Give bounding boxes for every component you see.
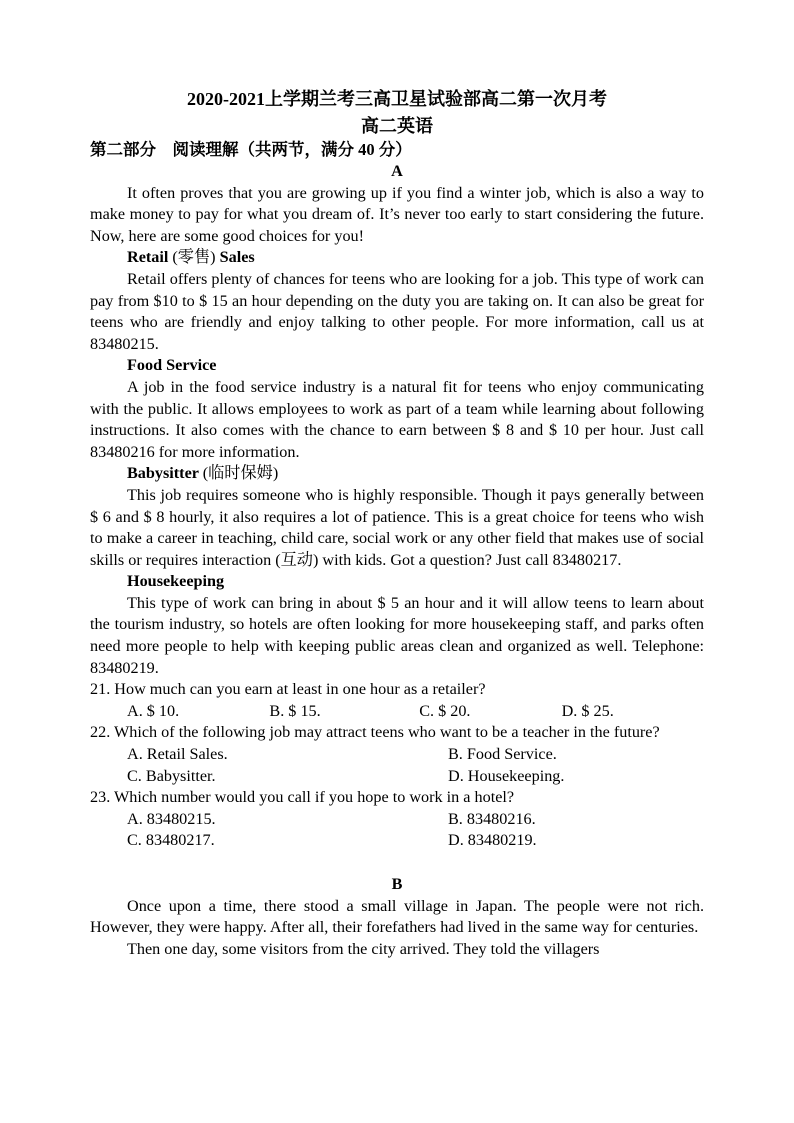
option-c: C. 83480217.: [127, 831, 215, 850]
job-title: Retail: [127, 248, 173, 267]
question-21-options: [90, 701, 704, 723]
section-b-paragraph-1: Once upon a time, there stood a small village in Japan. The people were not rich. However, they were happy. After all, their forefathers had lived in the same way for centuries.: [90, 896, 704, 937]
job-title-cn: (临时保姆): [202, 464, 279, 483]
job-text-housekeeping: This type of work can bring in about $ 5 an hour and it will allow teens to learn about the tourism industry, so hotels are often looking for more housekeeping staff, and parks often need more people to help with keeping public areas clean and organized as well. Telephone: 83480219.: [90, 593, 704, 677]
question-22-options-row-1: [90, 744, 704, 766]
job-heading-housekeeping: [90, 571, 704, 593]
question-23: 23. Which number would you call if you hope to work in a hotel?: [90, 788, 515, 807]
job-title-suffix: Sales: [215, 248, 255, 267]
option-b: B. $ 15.: [269, 701, 321, 720]
job-title: Housekeeping: [127, 572, 225, 591]
option-b: B. Food Service.: [448, 745, 557, 764]
job-heading-food-service: [90, 355, 704, 377]
option-b: B. 83480216.: [448, 809, 536, 828]
job-title: Babysitter: [127, 464, 203, 483]
job-text-retail: Retail offers plenty of chances for teens who are looking for a job. This type of work can pay from $10 to $ 15 an hour depending on the duty you are taking on. It can also be great for teens who are friendly and enjoy talking to other people. For more information, call us at 83480215.: [90, 269, 704, 353]
part-heading: 第二部分 阅读理解（共两节，满分 40 分）: [90, 140, 412, 159]
job-title: Food Service: [127, 356, 217, 375]
question-22: 22. Which of the following job may attract teens who want to be a teacher in the future?: [90, 723, 660, 742]
section-a-letter: A: [391, 162, 403, 180]
option-c: C. Babysitter.: [127, 766, 216, 785]
section-b-paragraph-2: Then one day, some visitors from the city arrived. They told the villagers: [127, 939, 600, 958]
question-22-options-row-2: [90, 766, 704, 788]
option-a: A. $ 10.: [127, 701, 180, 720]
option-d: D. 83480219.: [448, 831, 537, 850]
option-d: D. $ 25.: [561, 701, 614, 720]
section-a-intro: It often proves that you are growing up if you find a winter job, which is also a way to make money to pay for what you dream of. It’s never too early to start considering the future. Now, here are some good choices for you!: [90, 183, 704, 245]
question-21: 21. How much can you earn at least in one hour as a retailer?: [90, 680, 486, 699]
option-a: A. Retail Sales.: [127, 745, 228, 764]
exam-subtitle: 高二英语: [361, 116, 433, 136]
option-d: D. Housekeeping.: [448, 766, 565, 785]
option-a: A. 83480215.: [127, 809, 216, 828]
job-text-babysitter: This job requires someone who is highly responsible. Though it pays generally between $ 6 and $ 8 hourly, it also requires a lot of patience. This is a great choice for teens who wish to make a career in teaching, child care, social work or any other field that makes use of social skills or requires interaction (互动) with kids. Got a question? Just call 83480217.: [90, 485, 704, 569]
exam-title: 2020-2021上学期兰考三高卫星试验部高二第一次月考: [187, 89, 607, 109]
question-23-options-row-1: [90, 809, 704, 831]
section-b-letter: B: [391, 875, 403, 893]
question-23-options-row-2: [90, 830, 704, 852]
exam-page: [90, 86, 704, 960]
job-title-cn: (零售): [172, 248, 216, 267]
job-heading-retail: [90, 247, 704, 269]
job-heading-babysitter: [90, 463, 704, 485]
option-c: C. $ 20.: [419, 701, 471, 720]
job-text-food-service: A job in the food service industry is a natural fit for teens who enjoy communicating with the public. It allows employees to work as part of a team while learning about following instructions. It also comes with the chance to earn between $ 8 and $ 10 per hour. Just call 83480216 for more information.: [90, 377, 704, 461]
